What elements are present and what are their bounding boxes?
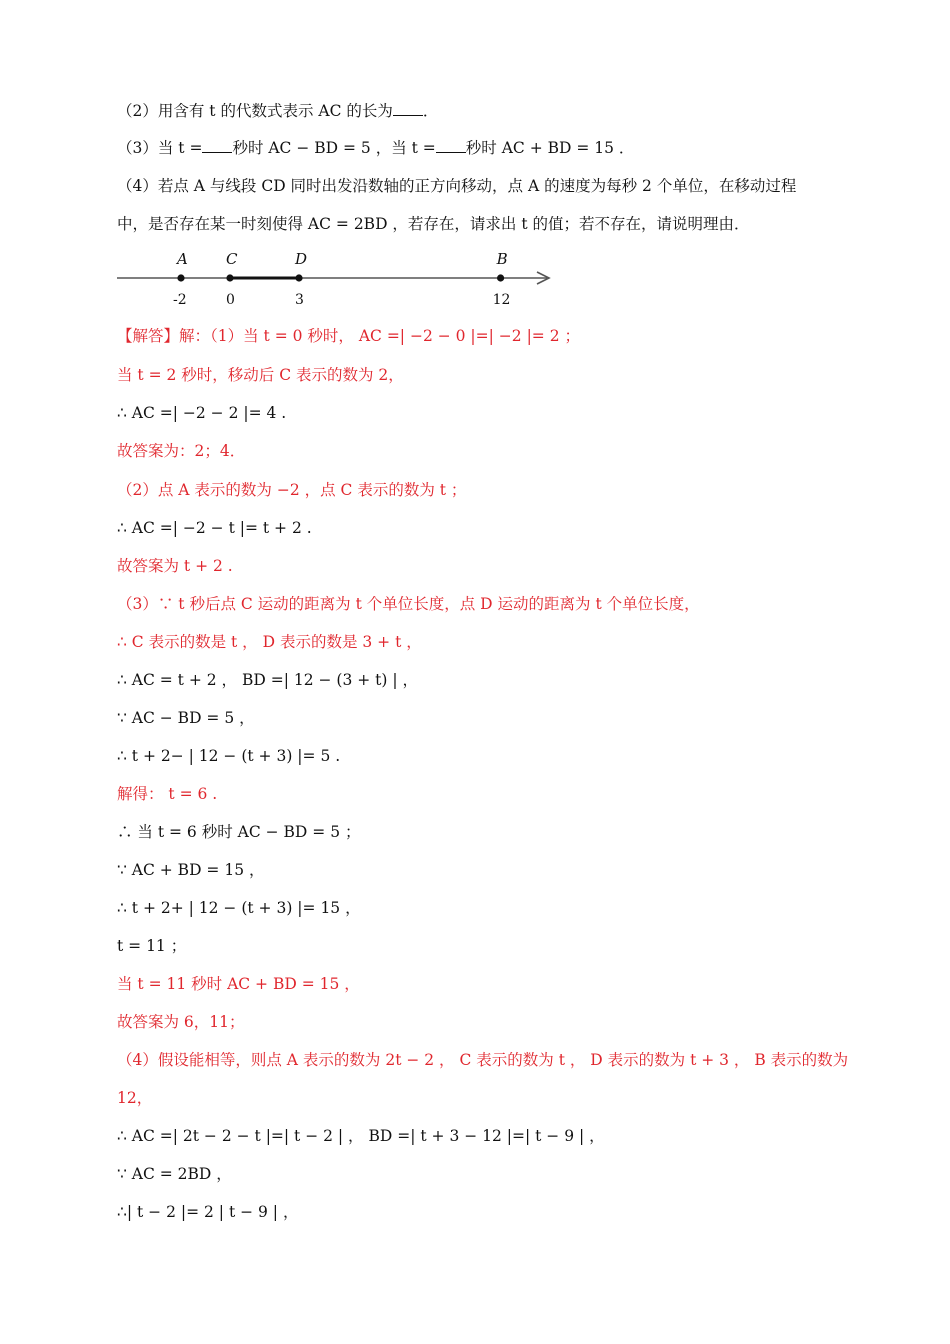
question-2-end: ． [422,102,439,120]
question-3-text-a: （3）当 t = [117,139,203,157]
solution-line-3: ∴ AC =| −2 − 2 |= 4 . [117,404,287,422]
solution-line-1 [117,325,580,347]
solution-line-4: 故答案为：2；4． [117,442,246,460]
point-b-label: B [496,250,508,268]
solution-line-16: ∴ t + 2+ | 12 − (t + 3) |= 15 ， [117,899,361,917]
question-3-text-c: 秒时 AC + BD = 15 ． [465,139,635,157]
tick-label-a: -2 [173,292,187,308]
solution-line-14: ∴ 当 t = 6 秒时 AC − BD = 5 ； [117,823,361,841]
answer-blank [393,101,423,116]
point-d-label: D [295,250,308,268]
solution-part-1: 解：（1）当 t = 0 秒时， AC =| −2 − 0 |=| −2 |= 2 ； [179,327,580,345]
point-c-label: C [226,250,238,268]
point-a-dot [177,274,184,281]
solution-line-23: ∵ AC = 2BD ， [117,1165,232,1183]
point-b-dot [497,274,504,281]
point-a-label: A [177,250,188,268]
answer-blank [202,138,232,153]
answer-tag: 【解答】 [117,327,180,345]
solution-line-6: ∴ AC =| −2 − t |= t + 2 . [117,519,312,537]
tick-label-b: 12 [492,292,511,308]
solution-line-21: 12， [117,1089,153,1107]
solution-line-11: ∵ AC − BD = 5 ， [117,709,255,727]
solution-line-2: 当 t = 2 秒时，移动后 C 表示的数为 2， [117,366,404,384]
question-3 [117,137,634,159]
tick-label-c: 0 [226,292,235,308]
solution-line-18: 当 t = 11 秒时 AC + BD = 15 ， [117,975,360,993]
solution-line-19: 故答案为 6，11； [117,1013,245,1031]
question-3-text-b: 秒时 AC − BD = 5 ，当 t = [232,139,436,157]
solution-line-20: （4）假设能相等，则点 A 表示的数为 2t − 2 ， C 表示的数为 t ， D 表示的数为 t + 3 ， B 表示的数为 [117,1051,849,1069]
solution-line-10: ∴ AC = t + 2 ， BD =| 12 − (3 + t) | ， [117,671,419,689]
answer-blank [436,138,466,153]
question-2-text: （2）用含有 t 的代数式表示 AC 的长为 [117,102,393,120]
solution-line-17: t = 11 ； [117,937,187,955]
question-4-line-1: （4）若点 A 与线段 CD 同时出发沿数轴的正方向移动，点 A 的速度为每秒 2 个单位，在移动过程 [117,177,797,195]
point-c-dot [226,274,233,281]
solution-line-13: 解得： t = 6 . [117,785,218,803]
solution-line-15: ∵ AC + BD = 15 ， [117,861,265,879]
number-line [117,244,567,312]
solution-line-5: （2）点 A 表示的数为 −2 ，点 C 表示的数为 t ； [117,481,467,499]
question-2 [117,100,438,122]
question-4-line-2: 中，是否存在某一时刻使得 AC = 2BD ，若存在，请求出 t 的值；若不存在，请说明理由． [117,215,750,233]
solution-line-8: （3）∵ t 秒后点 C 运动的距离为 t 个单位长度，点 D 运动的距离为 t 个单位长度， [117,595,700,613]
tick-label-d: 3 [295,292,304,308]
solution-line-22: ∴ AC =| 2t − 2 − t |=| t − 2 | ， BD =| t + 3 − 12 |=| t − 9 | ， [117,1127,605,1145]
solution-line-24: ∴| t − 2 |= 2 | t − 9 | ， [117,1203,299,1221]
solution-line-12: ∴ t + 2− | 12 − (t + 3) |= 5 . [117,747,341,765]
solution-line-9: ∴ C 表示的数是 t ， D 表示的数是 3 + t ， [117,633,422,651]
solution-line-7: 故答案为 t + 2 . [117,557,233,575]
point-d-dot [295,274,302,281]
